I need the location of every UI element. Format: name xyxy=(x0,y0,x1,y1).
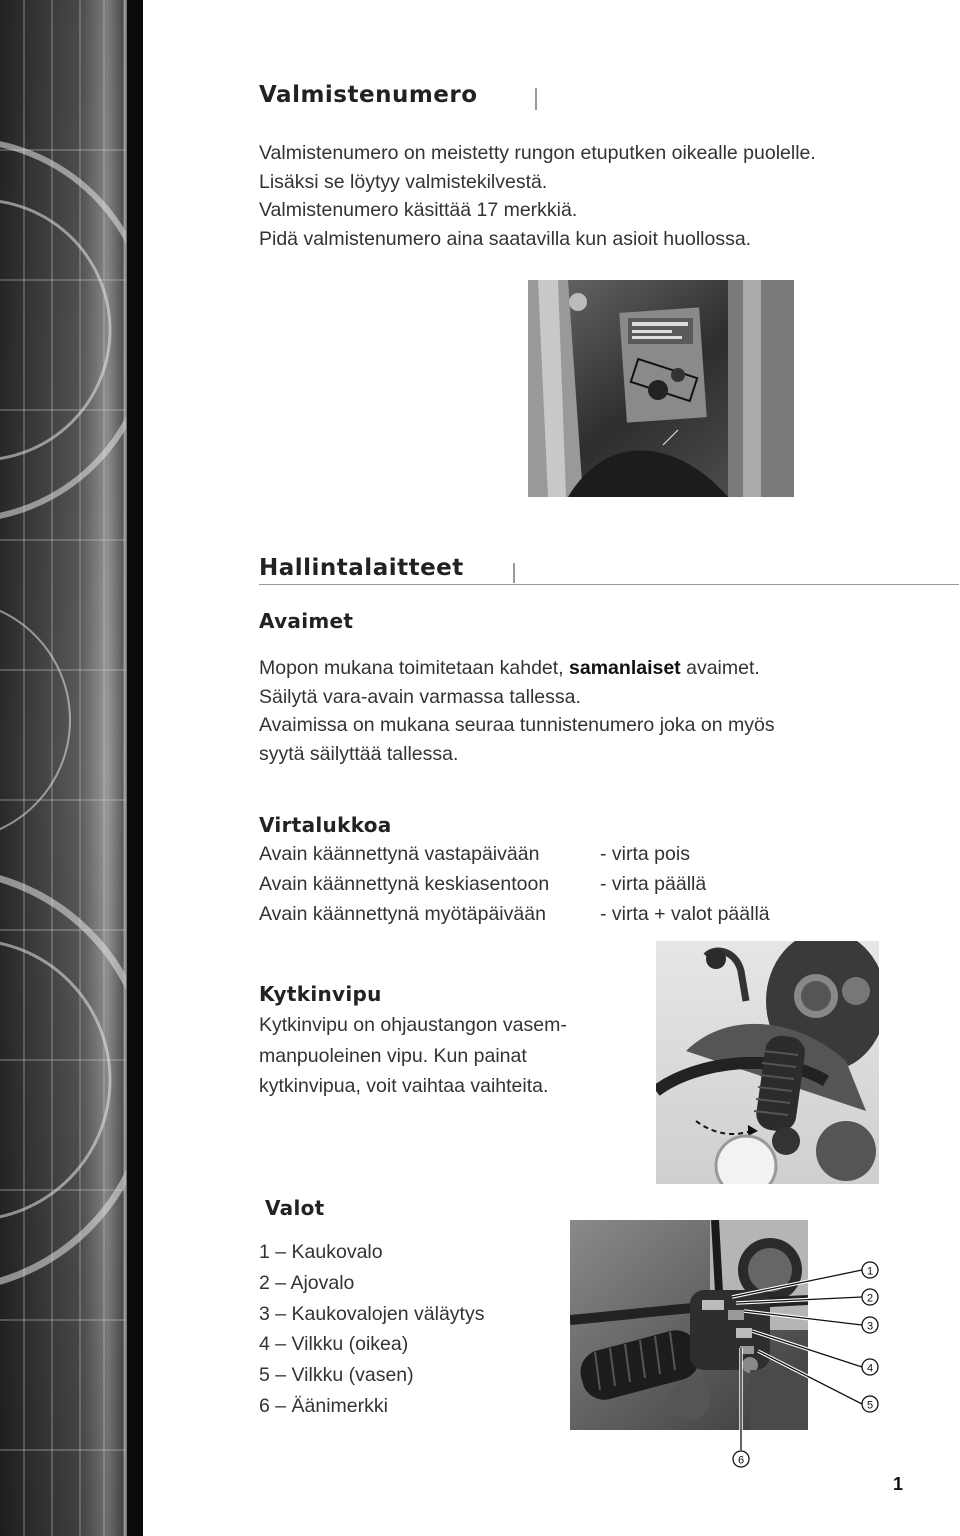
keys-line1-end: avaimet. xyxy=(680,657,760,679)
callout-label: 5 xyxy=(866,1399,874,1412)
ignition-position: Avain käännettynä vastapäivään xyxy=(259,843,540,865)
clutch-line: manpuoleinen vipu. Kun painat xyxy=(259,1044,527,1067)
callout-label: 2 xyxy=(866,1292,874,1305)
keys-line: Avaimissa on mukana seuraa tunnistenumero joka on myös xyxy=(259,714,775,736)
section-title-serial: Valmistenumero xyxy=(259,82,478,108)
keys-line: syytä säilyttää tallessa. xyxy=(259,742,459,765)
page-number: 1 xyxy=(893,1474,904,1494)
section-title-controls: Hallintalaitteet xyxy=(259,555,464,581)
keys-line: Säilytä vara-avain varmassa tallessa. xyxy=(259,685,581,708)
callout-4 xyxy=(862,1359,878,1375)
callout-3 xyxy=(862,1317,878,1333)
callout-label: 1 xyxy=(866,1265,874,1278)
callout-label: 3 xyxy=(866,1320,874,1333)
list-item: 1 – Kaukovalo xyxy=(259,1241,383,1263)
list-item: 6 – Äänimerkki xyxy=(259,1394,388,1417)
callout-label: 6 xyxy=(737,1454,745,1467)
keys-line1-start: Mopon mukana toimitetaan kahdet, xyxy=(259,657,570,679)
subheading-keys: Avaimet xyxy=(259,609,354,633)
subheading-clutch: Kytkinvipu xyxy=(259,982,382,1006)
list-item: 3 – Kaukovalojen väläytys xyxy=(259,1302,485,1325)
ignition-position: Avain käännettynä myötäpäivään xyxy=(259,903,546,925)
keys-emphasis: samanlaiset xyxy=(569,657,681,679)
list-item: 5 – Vilkku (vasen) xyxy=(259,1364,414,1387)
ignition-result: - virta + valot päällä xyxy=(600,903,770,925)
list-item: 4 – Vilkku (oikea) xyxy=(259,1333,409,1356)
clutch-line: Kytkinvipu on ohjaustangon vasem- xyxy=(259,1014,567,1036)
serial-line: Pidä valmistenumero aina saatavilla kun asioit huollossa. xyxy=(259,227,752,250)
ignition-result: - virta pois xyxy=(600,843,690,865)
subheading-lights: Valot xyxy=(265,1196,325,1220)
callout-6 xyxy=(733,1451,749,1467)
serial-line: Valmistenumero on meistetty rungon etuputken oikealle puolelle. xyxy=(259,142,816,164)
ignition-result: - virta päällä xyxy=(600,873,707,895)
callout-1 xyxy=(862,1262,878,1278)
callout-5 xyxy=(862,1396,878,1412)
serial-line: Lisäksi se löytyy valmistekilvestä. xyxy=(259,170,548,193)
serial-line: Valmistenumero käsittää 17 merkkiä. xyxy=(259,199,578,221)
ignition-position: Avain käännettynä keskiasentoon xyxy=(259,873,550,895)
clutch-line: kytkinvipua, voit vaihtaa vaihteita. xyxy=(259,1075,549,1097)
callout-2 xyxy=(862,1289,878,1305)
list-item: 2 – Ajovalo xyxy=(259,1271,355,1294)
subheading-ignition: Virtalukkoa xyxy=(259,813,392,837)
callout-label: 4 xyxy=(866,1362,874,1375)
